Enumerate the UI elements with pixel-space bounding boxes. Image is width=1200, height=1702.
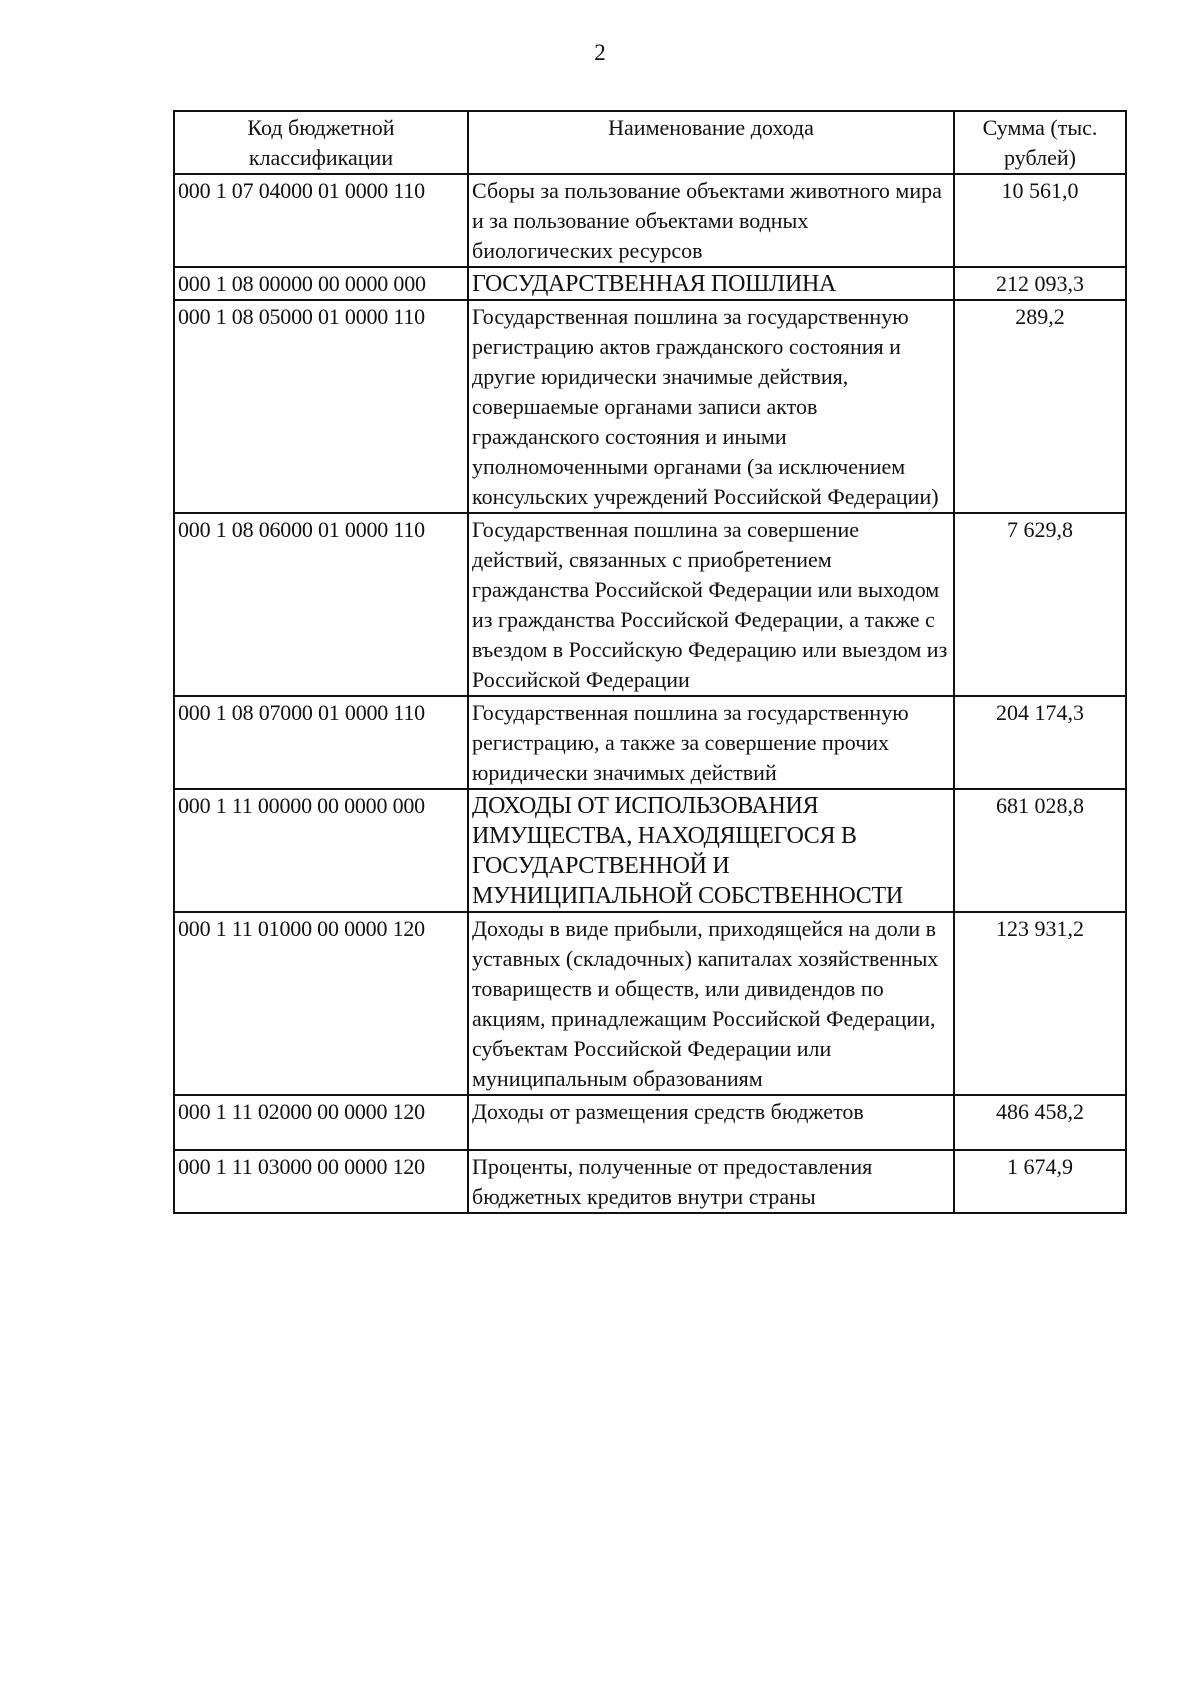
row-sum: 10 561,0 [954, 174, 1126, 267]
row-code: 000 1 08 06000 01 0000 110 [174, 513, 468, 696]
revenue-table [173, 110, 1127, 1214]
table-row [174, 696, 1126, 789]
table-header-row [174, 111, 1126, 174]
row-code: 000 1 08 05000 01 0000 110 [174, 300, 468, 513]
header-code: Код бюджетной классификации [174, 111, 468, 174]
row-sum: 212 093,3 [954, 267, 1126, 300]
header-name: Наименование дохода [468, 111, 954, 174]
row-sum: 204 174,3 [954, 696, 1126, 789]
row-sum: 123 931,2 [954, 912, 1126, 1095]
row-name: Доходы от размещения средств бюджетов [468, 1095, 954, 1150]
row-name: Проценты, полученные от предоставления бюджетных кредитов внутри страны [468, 1150, 954, 1213]
row-code: 000 1 07 04000 01 0000 110 [174, 174, 468, 267]
table-row [174, 513, 1126, 696]
row-code: 000 1 08 00000 00 0000 000 [174, 267, 468, 300]
table-row [174, 789, 1126, 912]
row-sum: 486 458,2 [954, 1095, 1126, 1150]
row-name: ГОСУДАРСТВЕННАЯ ПОШЛИНА [468, 267, 954, 300]
table-row [174, 1150, 1126, 1213]
row-code: 000 1 11 01000 00 0000 120 [174, 912, 468, 1095]
row-sum: 681 028,8 [954, 789, 1126, 912]
row-name: Государственная пошлина за совершение действий, связанных с приобретением гражданства Российской Федерации или выходом из гражданства Российской Федерации, а также с въездом в Российскую Федерацию или выездом из Российской Федерации [468, 513, 954, 696]
table-row [174, 912, 1126, 1095]
table-row [174, 174, 1126, 267]
row-sum: 7 629,8 [954, 513, 1126, 696]
row-sum: 1 674,9 [954, 1150, 1126, 1213]
table-row [174, 267, 1126, 300]
row-code: 000 1 08 07000 01 0000 110 [174, 696, 468, 789]
page-number: 2 [594, 40, 606, 65]
row-name: Доходы в виде прибыли, приходящейся на доли в уставных (складочных) капиталах хозяйственных товариществ и обществ, или дивидендов по акциям, принадлежащим Российской Федерации, субъектам Российской Федерации или муниципальным образованиям [468, 912, 954, 1095]
row-name: ДОХОДЫ ОТ ИСПОЛЬЗОВАНИЯ ИМУЩЕСТВА, НАХОДЯЩЕГОСЯ В ГОСУДАРСТВЕННОЙ И МУНИЦИПАЛЬНОЙ СОБСТВЕННОСТИ [468, 789, 954, 912]
table-row [174, 300, 1126, 513]
row-code: 000 1 11 02000 00 0000 120 [174, 1095, 468, 1150]
row-sum: 289,2 [954, 300, 1126, 513]
header-sum: Сумма (тыс. рублей) [954, 111, 1126, 174]
table-row [174, 1095, 1126, 1150]
row-name: Государственная пошлина за государственную регистрацию актов гражданского состояния и другие юридически значимые действия, совершаемые органами записи актов гражданского состояния и иными уполномоченными органами (за исключением консульских учреждений Российской Федерации) [468, 300, 954, 513]
row-code: 000 1 11 03000 00 0000 120 [174, 1150, 468, 1213]
row-code: 000 1 11 00000 00 0000 000 [174, 789, 468, 912]
row-name: Сборы за пользование объектами животного мира и за пользование объектами водных биологических ресурсов [468, 174, 954, 267]
row-name: Государственная пошлина за государственную регистрацию, а также за совершение прочих юридически значимых действий [468, 696, 954, 789]
